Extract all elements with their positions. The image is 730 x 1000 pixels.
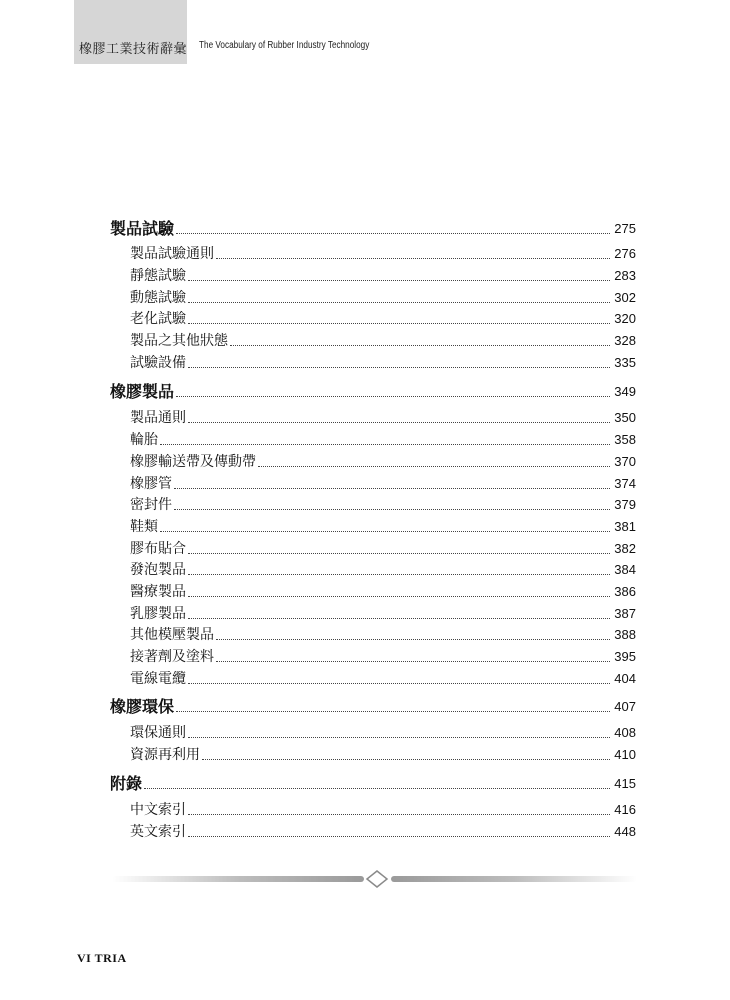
dot-leader	[188, 814, 610, 815]
toc-section-title: 橡膠製品	[110, 382, 175, 401]
dot-leader	[188, 553, 610, 554]
toc-item-title: 老化試驗	[130, 311, 186, 327]
toc-item-page-number: 404	[614, 671, 636, 686]
dot-leader	[188, 367, 610, 368]
toc-item-page-number: 283	[614, 268, 636, 283]
dot-leader	[258, 466, 610, 467]
toc-item-page-number: 384	[614, 562, 636, 577]
toc-item-page-number: 350	[614, 410, 636, 425]
toc-item-page-number: 358	[614, 432, 636, 447]
dot-leader	[216, 661, 610, 662]
toc-section	[110, 773, 636, 793]
toc-item-title: 醫療製品	[130, 584, 186, 600]
toc-item	[130, 494, 636, 514]
dot-leader	[160, 444, 610, 445]
toc-item-page-number: 381	[614, 519, 636, 534]
toc-item	[130, 352, 636, 372]
toc-item	[130, 744, 636, 764]
toc-item	[130, 243, 636, 263]
toc-item	[130, 603, 636, 623]
toc-section	[110, 381, 636, 401]
toc-item-title: 橡膠管	[130, 476, 172, 492]
toc-item	[130, 308, 636, 328]
dot-leader	[188, 574, 610, 575]
toc-item-title: 橡膠輸送帶及傳動帶	[130, 454, 256, 470]
toc-item-page-number: 335	[614, 355, 636, 370]
toc-section	[110, 696, 636, 716]
dot-leader	[188, 596, 610, 597]
page-footer: VI TRIA	[77, 951, 127, 965]
dot-leader	[188, 302, 610, 303]
toc-item-page-number: 408	[614, 725, 636, 740]
dot-leader	[174, 509, 610, 510]
dot-leader	[176, 396, 610, 397]
toc-item-title: 資源再利用	[130, 747, 200, 763]
toc-item-title: 乳膠製品	[130, 606, 186, 622]
toc-section-page-number: 415	[614, 776, 636, 791]
toc-item-page-number: 328	[614, 333, 636, 348]
toc-section-title: 製品試驗	[110, 219, 175, 238]
toc-item-page-number: 374	[614, 476, 636, 491]
dot-leader	[188, 683, 610, 684]
dot-leader	[188, 836, 610, 837]
toc-item-title: 輪胎	[130, 432, 158, 448]
dot-leader	[188, 618, 610, 619]
toc-section-page-number: 275	[614, 221, 636, 236]
toc-item	[130, 538, 636, 558]
toc-item-page-number: 416	[614, 802, 636, 817]
dot-leader	[188, 280, 610, 281]
dot-leader	[230, 345, 610, 346]
toc-item	[130, 646, 636, 666]
dot-leader	[216, 258, 610, 259]
toc-item-title: 接著劑及塗料	[130, 649, 214, 665]
toc-item	[130, 330, 636, 350]
toc-item	[130, 668, 636, 688]
header-title-zh: 橡膠工業技術辭彙	[79, 42, 188, 57]
toc-item-title: 中文索引	[130, 802, 186, 818]
divider-ornament	[112, 870, 637, 890]
toc-item	[130, 265, 636, 285]
toc-item-page-number: 386	[614, 584, 636, 599]
dot-leader	[188, 737, 610, 738]
toc-section-page-number: 349	[614, 384, 636, 399]
dot-leader	[188, 422, 610, 423]
toc-item	[130, 451, 636, 471]
dot-leader	[144, 788, 610, 789]
dot-leader	[216, 639, 610, 640]
toc-item	[130, 581, 636, 601]
toc-item	[130, 821, 636, 841]
dot-leader	[160, 531, 610, 532]
dot-leader	[176, 233, 610, 234]
toc-item-title: 動態試驗	[130, 290, 186, 306]
toc-item-title: 英文索引	[130, 824, 186, 840]
toc-item	[130, 407, 636, 427]
toc-item	[130, 473, 636, 493]
toc-item-title: 製品之其他狀態	[130, 333, 228, 349]
toc-item	[130, 722, 636, 742]
header-title-en: The Vocabulary of Rubber Industry Technology	[199, 40, 370, 51]
toc-item	[130, 287, 636, 307]
toc-section-title: 附錄	[110, 774, 143, 793]
dot-leader	[202, 759, 610, 760]
toc-item-title: 環保通則	[130, 725, 186, 741]
toc-item-page-number: 388	[614, 627, 636, 642]
toc-item-page-number: 410	[614, 747, 636, 762]
toc-item-title: 發泡製品	[130, 562, 186, 578]
toc-item-page-number: 302	[614, 290, 636, 305]
dot-leader	[176, 711, 610, 712]
toc-section	[110, 218, 636, 238]
toc-item	[130, 799, 636, 819]
toc-item-title: 其他模壓製品	[130, 627, 214, 643]
toc-item-page-number: 448	[614, 824, 636, 839]
toc-item-title: 鞋類	[130, 519, 158, 535]
toc-item-title: 製品通則	[130, 410, 186, 426]
toc-item-page-number: 387	[614, 606, 636, 621]
toc-item-page-number: 370	[614, 454, 636, 469]
toc-item-page-number: 379	[614, 497, 636, 512]
toc-item-page-number: 382	[614, 541, 636, 556]
toc-item	[130, 429, 636, 449]
toc-item-page-number: 276	[614, 246, 636, 261]
toc-item-title: 靜態試驗	[130, 268, 186, 284]
toc-section-page-number: 407	[614, 699, 636, 714]
toc-item	[130, 559, 636, 579]
toc-item	[130, 624, 636, 644]
toc-item	[130, 516, 636, 536]
toc-item-page-number: 395	[614, 649, 636, 664]
dot-leader	[174, 488, 610, 489]
toc-item-title: 試驗設備	[130, 355, 186, 371]
toc-item-title: 電線電纜	[130, 671, 186, 687]
toc-item-title: 膠布貼合	[130, 541, 186, 557]
toc-section-title: 橡膠環保	[110, 697, 175, 716]
toc-item-title: 密封件	[130, 497, 172, 513]
dot-leader	[188, 323, 610, 324]
toc-item-page-number: 320	[614, 311, 636, 326]
toc-item-title: 製品試驗通則	[130, 246, 214, 262]
